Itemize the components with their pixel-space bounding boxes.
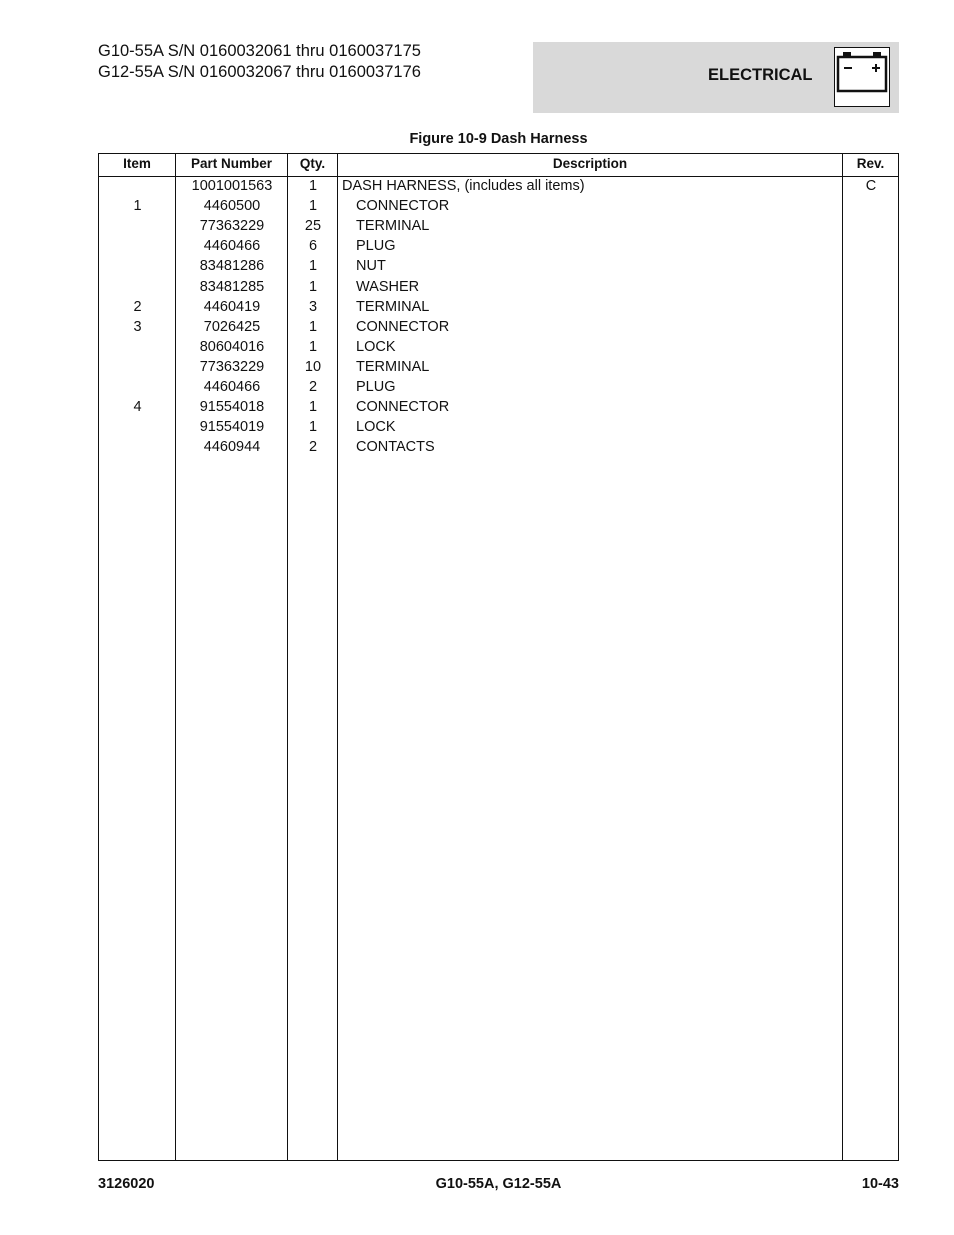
row-part-number: 91554019 — [199, 419, 265, 436]
table-row — [99, 417, 898, 437]
row-description: NUT — [356, 258, 386, 275]
row-description: TERMINAL — [356, 358, 430, 375]
row-qty: 10 — [304, 358, 322, 375]
header-line-1: G10-55A S/N 0160032061 thru 0160037175 — [98, 42, 421, 60]
row-part-number: 4460944 — [203, 439, 261, 456]
column-header-part-number: Part Number — [190, 156, 273, 171]
row-description: LOCK — [356, 419, 396, 436]
row-qty: 1 — [308, 318, 318, 335]
table-row — [99, 357, 898, 377]
row-part-number: 91554018 — [199, 399, 265, 416]
column-header-item: Item — [123, 156, 151, 171]
parts-table — [98, 153, 899, 1161]
table-row — [99, 377, 898, 397]
table-row — [99, 437, 898, 457]
row-qty: 1 — [308, 178, 318, 194]
table-row — [99, 277, 898, 297]
row-description: CONTACTS — [356, 439, 435, 456]
table-row — [99, 317, 898, 337]
row-rev: C — [865, 178, 877, 194]
row-qty: 3 — [308, 298, 318, 315]
table-header — [99, 154, 898, 177]
row-qty: 1 — [308, 258, 318, 275]
row-description: TERMINAL — [356, 218, 430, 235]
row-part-number: 80604016 — [199, 338, 265, 355]
row-part-number: 83481286 — [199, 258, 265, 275]
footer-models: G10-55A, G12-55A — [435, 1176, 562, 1192]
row-qty: 1 — [308, 419, 318, 436]
column-header-description: Description — [552, 156, 628, 171]
row-description: CONNECTOR — [356, 318, 450, 335]
table-row — [99, 236, 898, 256]
row-item: 4 — [133, 399, 142, 416]
row-qty: 2 — [308, 439, 318, 456]
header-line-2: G12-55A S/N 0160032067 thru 0160037176 — [98, 63, 421, 81]
table-row — [99, 256, 898, 276]
row-qty: 6 — [308, 238, 318, 255]
row-qty: 1 — [308, 399, 318, 416]
section-label: ELECTRICAL — [708, 66, 813, 84]
table-row — [99, 297, 898, 317]
table-row — [99, 337, 898, 357]
row-qty: 1 — [308, 198, 318, 215]
row-part-number: 83481285 — [199, 278, 265, 295]
row-part-number: 1001001563 — [191, 178, 273, 194]
row-description: WASHER — [356, 278, 420, 295]
battery-icon — [834, 47, 890, 107]
table-row — [99, 397, 898, 417]
row-description: PLUG — [356, 379, 396, 395]
row-description: CONNECTOR — [356, 399, 450, 416]
row-item: 3 — [133, 318, 142, 335]
row-part-number: 4460419 — [203, 298, 261, 315]
figure-title: Figure 10-9 Dash Harness — [409, 131, 588, 147]
row-qty: 25 — [304, 218, 322, 235]
table-row — [99, 216, 898, 236]
table-row — [99, 176, 898, 196]
row-qty: 1 — [308, 278, 318, 295]
row-item: 1 — [133, 198, 142, 215]
page-header — [98, 41, 421, 83]
row-part-number: 4460466 — [203, 379, 261, 395]
footer-page-number: 10-43 — [861, 1176, 899, 1192]
row-description: TERMINAL — [356, 298, 430, 315]
row-part-number: 77363229 — [199, 358, 265, 375]
row-part-number: 77363229 — [199, 218, 265, 235]
row-description: LOCK — [356, 338, 396, 355]
row-description: DASH HARNESS, (includes all items) — [342, 178, 585, 194]
row-qty: 2 — [308, 379, 318, 395]
row-part-number: 4460500 — [203, 198, 261, 215]
table-row — [99, 196, 898, 216]
row-part-number: 4460466 — [203, 238, 261, 255]
row-part-number: 7026425 — [203, 318, 261, 335]
column-header-rev: Rev. — [856, 156, 885, 171]
row-item: 2 — [133, 298, 142, 315]
section-tab — [533, 42, 899, 113]
row-description: CONNECTOR — [356, 198, 450, 215]
battery-icon-graphic — [835, 48, 889, 106]
row-qty: 1 — [308, 338, 318, 355]
footer-doc-number: 3126020 — [98, 1176, 155, 1192]
row-description: PLUG — [356, 238, 396, 255]
column-header-qty: Qty. — [299, 156, 326, 171]
